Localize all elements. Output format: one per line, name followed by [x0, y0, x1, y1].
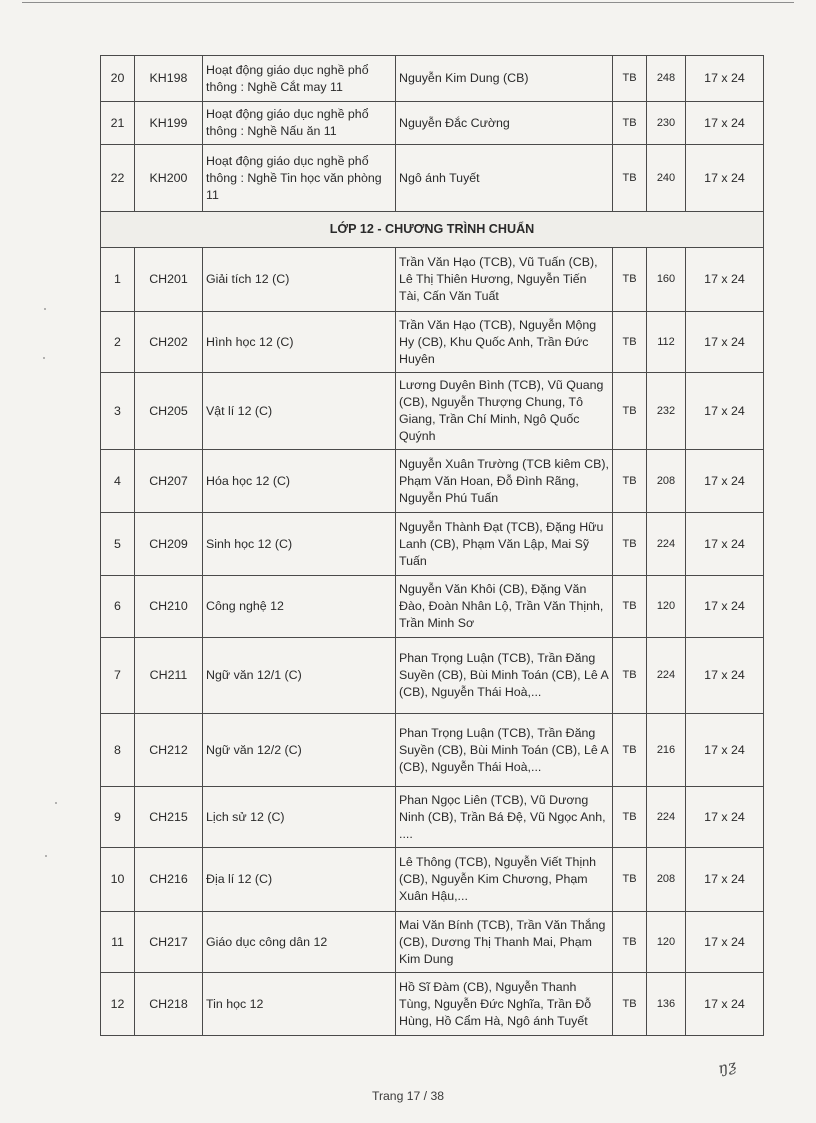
scan-speck	[45, 855, 47, 857]
book-grade: TB	[613, 576, 647, 638]
book-size: 17 x 24	[686, 56, 764, 102]
top-border-line	[22, 2, 794, 3]
book-title: Giải tích 12 (C)	[203, 248, 396, 312]
section-header-row	[101, 212, 764, 248]
row-number: 20	[101, 56, 135, 102]
book-code: CH209	[135, 513, 203, 576]
book-size: 17 x 24	[686, 145, 764, 212]
book-authors: Lương Duyên Bình (TCB), Vũ Quang (CB), Nguyễn Thượng Chung, Tô Giang, Trần Chí Minh, Ngô Quốc Quýnh	[396, 373, 613, 450]
book-title: Ngữ văn 12/1 (C)	[203, 638, 396, 714]
book-pages: 224	[647, 638, 686, 714]
row-number: 22	[101, 145, 135, 212]
scan-speck	[55, 802, 57, 804]
book-code: CH207	[135, 450, 203, 513]
book-grade: TB	[613, 145, 647, 212]
book-title: Sinh học 12 (C)	[203, 513, 396, 576]
book-authors: Nguyễn Xuân Trường (TCB kiêm CB), Phạm Văn Hoan, Đỗ Đình Rãng, Nguyễn Phú Tuấn	[396, 450, 613, 513]
book-code: CH201	[135, 248, 203, 312]
table-row	[101, 714, 764, 787]
book-pages: 136	[647, 973, 686, 1036]
book-authors: Phan Ngọc Liên (TCB), Vũ Dương Ninh (CB), Trần Bá Đệ, Vũ Ngọc Anh, ....	[396, 787, 613, 848]
book-grade: TB	[613, 312, 647, 373]
book-grade: TB	[613, 248, 647, 312]
book-authors: Mai Văn Bính (TCB), Trần Văn Thắng (CB), Dương Thị Thanh Mai, Phạm Kim Dung	[396, 912, 613, 973]
book-pages: 208	[647, 848, 686, 912]
book-title: Hoạt động giáo dục nghề phổ thông : Nghề Cắt may 11	[203, 56, 396, 102]
book-grade: TB	[613, 714, 647, 787]
row-number: 7	[101, 638, 135, 714]
book-code: CH205	[135, 373, 203, 450]
book-pages: 120	[647, 912, 686, 973]
book-code: KH200	[135, 145, 203, 212]
book-pages: 232	[647, 373, 686, 450]
book-size: 17 x 24	[686, 973, 764, 1036]
book-pages: 240	[647, 145, 686, 212]
book-authors: Lê Thông (TCB), Nguyễn Viết Thịnh (CB), Nguyễn Kim Chương, Phạm Xuân Hậu,...	[396, 848, 613, 912]
book-size: 17 x 24	[686, 312, 764, 373]
book-code: CH218	[135, 973, 203, 1036]
book-code: CH202	[135, 312, 203, 373]
book-title: Địa lí 12 (C)	[203, 848, 396, 912]
book-size: 17 x 24	[686, 450, 764, 513]
table-row	[101, 102, 764, 145]
table-row	[101, 912, 764, 973]
book-pages: 224	[647, 513, 686, 576]
book-code: CH211	[135, 638, 203, 714]
book-code: CH210	[135, 576, 203, 638]
book-title: Lịch sử 12 (C)	[203, 787, 396, 848]
row-number: 2	[101, 312, 135, 373]
book-pages: 216	[647, 714, 686, 787]
table-row	[101, 450, 764, 513]
row-number: 5	[101, 513, 135, 576]
table-row	[101, 56, 764, 102]
row-number: 11	[101, 912, 135, 973]
table-row	[101, 248, 764, 312]
book-authors: Nguyễn Đắc Cường	[396, 102, 613, 145]
book-pages: 224	[647, 787, 686, 848]
book-authors: Phan Trọng Luận (TCB), Trần Đăng Suyền (CB), Bùi Minh Toán (CB), Lê A (CB), Nguyễn Thái Hoà,...	[396, 714, 613, 787]
table-row	[101, 638, 764, 714]
book-pages: 112	[647, 312, 686, 373]
book-grade: TB	[613, 848, 647, 912]
book-pages: 230	[647, 102, 686, 145]
book-size: 17 x 24	[686, 787, 764, 848]
row-number: 4	[101, 450, 135, 513]
table-row	[101, 973, 764, 1036]
book-title: Vật lí 12 (C)	[203, 373, 396, 450]
book-size: 17 x 24	[686, 848, 764, 912]
book-authors: Ngô ánh Tuyết	[396, 145, 613, 212]
book-title: Hóa học 12 (C)	[203, 450, 396, 513]
book-grade: TB	[613, 56, 647, 102]
table-row	[101, 576, 764, 638]
row-number: 21	[101, 102, 135, 145]
row-number: 8	[101, 714, 135, 787]
table-row	[101, 145, 764, 212]
book-grade: TB	[613, 373, 647, 450]
book-pages: 160	[647, 248, 686, 312]
book-code: CH215	[135, 787, 203, 848]
textbook-table	[100, 55, 764, 1036]
book-code: KH198	[135, 56, 203, 102]
book-authors: Trần Văn Hạo (TCB), Nguyễn Mộng Hy (CB), Khu Quốc Anh, Trần Đức Huyên	[396, 312, 613, 373]
book-size: 17 x 24	[686, 576, 764, 638]
row-number: 1	[101, 248, 135, 312]
book-size: 17 x 24	[686, 373, 764, 450]
book-authors: Nguyễn Kim Dung (CB)	[396, 56, 613, 102]
book-title: Tin học 12	[203, 973, 396, 1036]
book-size: 17 x 24	[686, 912, 764, 973]
book-grade: TB	[613, 912, 647, 973]
page-number: Trang 17 / 38	[371, 1089, 445, 1103]
book-pages: 208	[647, 450, 686, 513]
table-row	[101, 373, 764, 450]
table-row	[101, 787, 764, 848]
row-number: 9	[101, 787, 135, 848]
table-row	[101, 513, 764, 576]
book-code: CH217	[135, 912, 203, 973]
table-row	[101, 848, 764, 912]
book-size: 17 x 24	[686, 513, 764, 576]
book-pages: 248	[647, 56, 686, 102]
book-code: CH216	[135, 848, 203, 912]
book-authors: Phan Trọng Luận (TCB), Trần Đăng Suyền (CB), Bùi Minh Toán (CB), Lê A (CB), Nguyễn Thái Hoà,...	[396, 638, 613, 714]
book-title: Ngữ văn 12/2 (C)	[203, 714, 396, 787]
book-title: Giáo dục công dân 12	[203, 912, 396, 973]
row-number: 3	[101, 373, 135, 450]
table-row	[101, 312, 764, 373]
scan-speck	[43, 357, 45, 359]
table-body	[101, 56, 764, 1036]
book-code: CH212	[135, 714, 203, 787]
book-grade: TB	[613, 102, 647, 145]
book-size: 17 x 24	[686, 248, 764, 312]
book-grade: TB	[613, 638, 647, 714]
book-grade: TB	[613, 450, 647, 513]
book-title: Hoạt động giáo dục nghề phổ thông : Nghề Tin học văn phòng 11	[203, 145, 396, 212]
row-number: 12	[101, 973, 135, 1036]
book-authors: Trần Văn Hạo (TCB), Vũ Tuấn (CB), Lê Thị Thiên Hương, Nguyễn Tiến Tài, Cấn Văn Tuất	[396, 248, 613, 312]
row-number: 10	[101, 848, 135, 912]
book-title: Hình học 12 (C)	[203, 312, 396, 373]
book-authors: Nguyễn Văn Khôi (CB), Đặng Văn Đào, Đoàn Nhân Lộ, Trần Văn Thịnh, Trần Minh Sơ	[396, 576, 613, 638]
book-authors: Nguyễn Thành Đạt (TCB), Đặng Hữu Lanh (CB), Phạm Văn Lập, Mai Sỹ Tuấn	[396, 513, 613, 576]
row-number: 6	[101, 576, 135, 638]
book-size: 17 x 24	[686, 714, 764, 787]
book-authors: Hồ Sĩ Đàm (CB), Nguyễn Thanh Tùng, Nguyễn Đức Nghĩa, Trần Đỗ Hùng, Hồ Cẩm Hà, Ngô ánh Tuyết	[396, 973, 613, 1036]
book-grade: TB	[613, 973, 647, 1036]
scan-speck	[44, 308, 46, 310]
book-grade: TB	[613, 513, 647, 576]
book-title: Hoạt động giáo dục nghề phổ thông : Nghề Nấu ăn 11	[203, 102, 396, 145]
initials-mark: ŋƺ	[716, 1056, 738, 1078]
book-grade: TB	[613, 787, 647, 848]
book-code: KH199	[135, 102, 203, 145]
book-pages: 120	[647, 576, 686, 638]
section-title: LỚP 12 - CHƯƠNG TRÌNH CHUẨN	[101, 212, 764, 248]
book-title: Công nghệ 12	[203, 576, 396, 638]
book-size: 17 x 24	[686, 638, 764, 714]
book-size: 17 x 24	[686, 102, 764, 145]
